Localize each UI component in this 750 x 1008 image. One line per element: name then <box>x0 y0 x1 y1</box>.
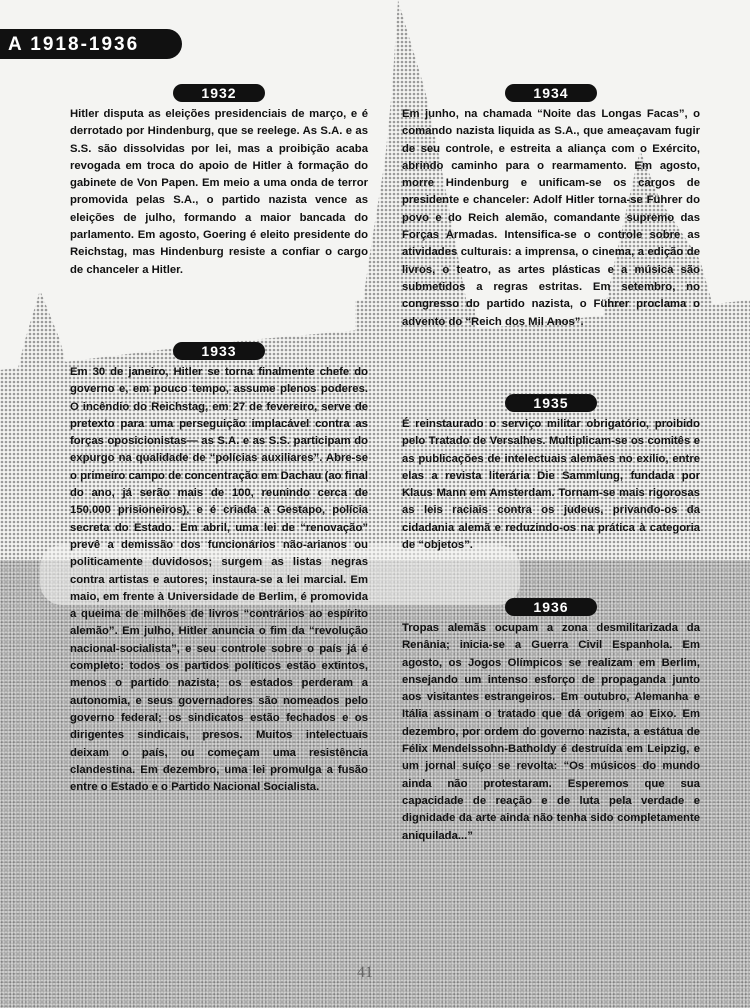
section-1934-text: Em junho, na chamada “Noite das Longas Facas”, o comando nazista liquida as S.A., que ameaçavam fugir de seu controle, e estreita a aliança com o Exército, abrindo caminho para o rearmamento. Em agosto, morre Hindenburg e unificam-se os cargos de presidente e chanceler: Adolf Hitler torna-se Führer do povo e do Reich alemão, comandante supremo das Forças Armadas. Intensifica-se o controle sobre as atividades culturais: a imprensa, o cinema, a edição de livros, o teatro, as artes plásticas e a música são submetidos a regras estritas. Em setembro, no congresso do partido nazista, o Führer proclama o advento do “Reich dos Mil Anos”. <box>402 108 700 328</box>
section-1935-text: É reinstaurado o serviço militar obrigatório, proibido pelo Tratado de Versalhes. Multiplicam-se os comitês e as publicações de intelectuais alemães no exílio, entre elas a revista literária Die Sammlung, fundada por Klaus Mann em Amsterdam. Tornam-se mais rigorosas as leis raciais contra os judeus, privando-os da cidadania alemã e reduzindo-os na prática à categoria de “objetos”. <box>402 418 700 552</box>
year-badge-1935: 1935 <box>505 394 597 412</box>
page-number: 41 <box>357 964 373 981</box>
section-header-label: A 1918-1936 <box>8 34 140 55</box>
section-1932 <box>70 84 368 279</box>
section-1933 <box>70 342 368 796</box>
section-1936 <box>402 598 700 845</box>
year-badge-1936: 1936 <box>505 598 597 616</box>
section-1936-text: Tropas alemãs ocupam a zona desmilitarizada da Renânia; inicia-se a Guerra Civil Espanhola. Em agosto, os Jogos Olímpicos se realizam em Berlim, ensejando um intenso esforço de propaganda junto aos visitantes estrangeiros. Em outubro, Alemanha e Itália assinam o tratado que dá origem ao Eixo. Em dezembro, por ordem do governo nazista, a estátua de Félix Mendelssohn-Batholdy é destruída em Leipzig, e um jornal suíço se revolta: “Os músicos do mundo ainda não protestaram. Esperemos que sua capacidade de reação e de luta pela verdade e dignidade da arte ainda não tenha sido completamente aniquilada...” <box>402 622 700 842</box>
year-badge-1934: 1934 <box>505 84 597 102</box>
year-badge-1933: 1933 <box>173 342 265 360</box>
section-1933-text: Em 30 de janeiro, Hitler se torna finalmente chefe do governo e, em pouco tempo, assume plenos poderes. O incêndio do Reichstag, em 27 de fevereiro, serve de pretexto para uma perseguição implacável contra as forças oposicionistas— as S.A. e as S.S. participam do expurgo na qualidade de “polícias auxiliares”. Abre-se o primeiro campo de concentração em Dachau (ao final do ano, já serão mais de 100, reunindo cerca de 150.000 prisioneiros), e é criada a Gestapo, polícia secreta do Estado. Em abril, uma lei de “renovação” prevê a demissão dos funcionários não-arianos ou politicamente duvidosos; surgem as listas negras contra artistas e autores; instaura-se a lei marcial. Em maio, em frente à Universidade de Berlim, é promovida a queima de milhões de livros “contrários ao espírito alemão”. Em julho, Hitler anuncia o fim da “revolução nacional-socialista”, e seu controle sobre o país já é completo: todos os partidos políticos estão extintos, menos o partido nazista; os estados perderam a autonomia, e seus governadores são nomeados pelo governo federal; os sindicatos estão fechados e os dirigentes sindicais, presos. Muitos intelectuais deixam o país, ou começam uma resistência clandestina. Em dezembro, uma lei promulga a fusão entre o Estado e o Partido Nacional Socialista. <box>70 366 368 794</box>
section-1932-text: Hitler disputa as eleições presidenciais de março, e é derrotado por Hindenburg, que se reelege. As S.A. e as S.S. são dissolvidas por lei, mas a proibição acaba revogada em troca do apoio de Hitler à formação do gabinete de Von Papen. Em meio a uma onda de terror promovida pelas S.A., o partido nazista vence as eleições de julho, formando a maior bancada do parlamento. Em agosto, Goering é eleito presidente do Reichstag, mas Hindenburg resiste a confiar o cargo de chanceler a Hitler. <box>70 108 368 276</box>
year-badge-1932: 1932 <box>173 84 265 102</box>
section-1934 <box>402 84 700 331</box>
section-header-pill <box>0 29 182 59</box>
section-1935 <box>402 394 700 554</box>
